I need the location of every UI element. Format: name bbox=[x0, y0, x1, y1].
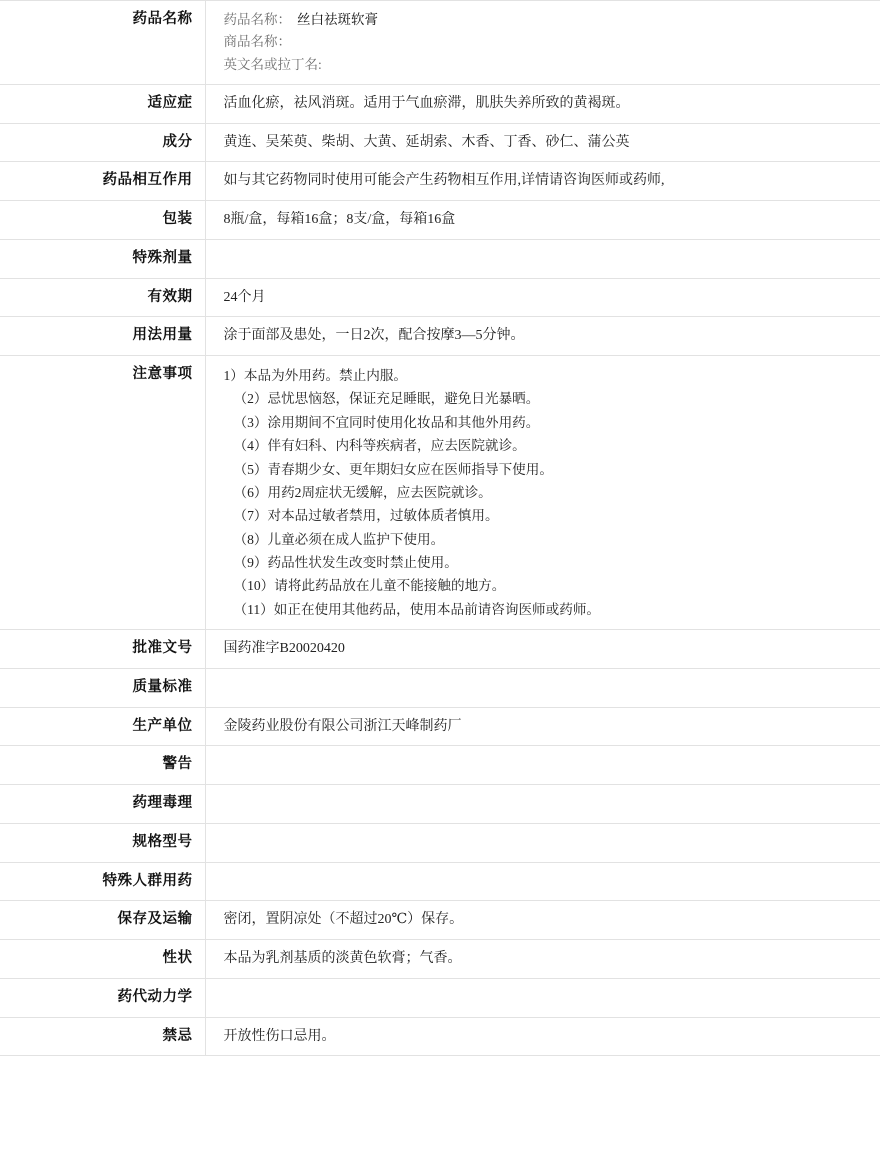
trade-name-line bbox=[224, 31, 871, 53]
table-row bbox=[0, 1017, 880, 1056]
table-row bbox=[0, 785, 880, 824]
row-label-specification-model: 规格型号 bbox=[132, 833, 193, 850]
list-item: （4）伴有妇科、内科等疾病者，应去医院就诊。 bbox=[233, 438, 526, 454]
row-value-manufacturer: 金陵药业股份有限公司浙江天峰制药厂 bbox=[205, 707, 880, 746]
list-item: （7）对本品过敏者禁用，过敏体质者慎用。 bbox=[233, 508, 499, 524]
row-value-storage-transport: 密闭，置阴凉处（不超过20℃）保存。 bbox=[205, 901, 880, 940]
table-row bbox=[0, 823, 880, 862]
row-label-ingredients: 成分 bbox=[162, 133, 193, 150]
drug-info-table-body bbox=[0, 1, 880, 1056]
row-label-dosage-usage: 用法用量 bbox=[132, 327, 193, 344]
list-item: （9）药品性状发生改变时禁止使用。 bbox=[233, 555, 458, 571]
list-item: （11）如正在使用其他药品，使用本品前请咨询医师或药师。 bbox=[233, 601, 601, 617]
row-value-warning bbox=[205, 746, 880, 785]
row-label-interactions: 药品相互作用 bbox=[102, 172, 193, 189]
row-value-interactions: 如与其它药物同时使用可能会产生药物相互作用,详情请咨询医师或药师, bbox=[205, 162, 880, 201]
table-row bbox=[0, 162, 880, 201]
table-row bbox=[0, 123, 880, 162]
latin-name-line bbox=[224, 54, 871, 76]
list-item: （6）用药2周症状无缓解，应去医院就诊。 bbox=[233, 484, 492, 500]
row-value-ingredients: 黄连、吴茱萸、柴胡、大黄、延胡索、木香、丁香、砂仁、蒲公英 bbox=[205, 123, 880, 162]
row-label-warning: 警告 bbox=[162, 756, 193, 773]
row-value-approval-number: 国药准字B20020420 bbox=[205, 630, 880, 669]
drug-name-value: 丝白祛斑软膏 bbox=[297, 12, 378, 27]
table-row bbox=[0, 707, 880, 746]
row-value-specification-model bbox=[205, 823, 880, 862]
row-value-drug-name bbox=[205, 1, 880, 85]
table-row bbox=[0, 630, 880, 669]
row-label-quality-standard: 质量标准 bbox=[132, 678, 193, 695]
trade-name-key: 商品名称： bbox=[223, 34, 291, 50]
list-item: （2）忌忧思恼怒，保证充足睡眠，避免日光暴晒。 bbox=[233, 391, 540, 407]
latin-name-key: 英文名或拉丁名: bbox=[223, 56, 322, 72]
precautions-list bbox=[224, 364, 871, 621]
drug-name-line bbox=[224, 9, 871, 31]
row-value-special-dosage bbox=[205, 239, 880, 278]
row-label-manufacturer: 生产单位 bbox=[132, 717, 193, 734]
row-label-packaging: 包装 bbox=[162, 211, 193, 228]
table-row bbox=[0, 940, 880, 979]
drug-name-lines bbox=[224, 9, 871, 76]
table-row bbox=[0, 668, 880, 707]
row-value-precautions bbox=[205, 356, 880, 630]
trade-name-value bbox=[291, 34, 297, 49]
row-label-storage-transport: 保存及运输 bbox=[117, 911, 193, 928]
table-row bbox=[0, 901, 880, 940]
row-value-quality-standard bbox=[205, 668, 880, 707]
table-row bbox=[0, 278, 880, 317]
row-label-special-populations: 特殊人群用药 bbox=[102, 872, 193, 889]
row-value-special-populations bbox=[205, 862, 880, 901]
table-row bbox=[0, 239, 880, 278]
table-row bbox=[0, 978, 880, 1017]
drug-name-key: 药品名称： bbox=[223, 12, 291, 27]
list-item: （10）请将此药品放在儿童不能接触的地方。 bbox=[233, 578, 506, 594]
table-row bbox=[0, 201, 880, 240]
row-label-shelf-life: 有效期 bbox=[147, 288, 193, 305]
table-row bbox=[0, 356, 880, 630]
row-label-approval-number: 批准文号 bbox=[132, 640, 193, 657]
row-value-appearance: 本品为乳剂基质的淡黄色软膏；气香。 bbox=[205, 940, 880, 979]
list-item: （5）青春期少女、更年期妇女应在医师指导下使用。 bbox=[233, 461, 553, 477]
row-value-packaging: 8瓶/盒，每箱16盒；8支/盒，每箱16盒 bbox=[205, 201, 880, 240]
row-label-precautions: 注意事项 bbox=[132, 366, 193, 383]
page-bottom-spacer bbox=[0, 1056, 880, 1166]
row-value-indications: 活血化瘀，祛风消斑。适用于气血瘀滞，肌肤失养所致的黄褐斑。 bbox=[205, 84, 880, 123]
table-row bbox=[0, 1, 880, 85]
row-value-pharmacokinetics bbox=[205, 978, 880, 1017]
table-row bbox=[0, 862, 880, 901]
row-label-contraindications: 禁忌 bbox=[162, 1027, 193, 1044]
table-row bbox=[0, 84, 880, 123]
list-item: （8）儿童必须在成人监护下使用。 bbox=[233, 531, 445, 547]
row-value-dosage-usage: 涂于面部及患处，一日2次，配合按摩3—5分钟。 bbox=[205, 317, 880, 356]
row-label-indications: 适应症 bbox=[147, 94, 193, 111]
row-value-contraindications: 开放性伤口忌用。 bbox=[205, 1017, 880, 1056]
table-row bbox=[0, 317, 880, 356]
row-value-pharmacology-toxicology bbox=[205, 785, 880, 824]
list-item: （3）涂用期间不宜同时使用化妆品和其他外用药。 bbox=[233, 414, 540, 430]
row-label-pharmacokinetics: 药代动力学 bbox=[117, 988, 193, 1005]
latin-name-value bbox=[322, 57, 328, 72]
row-value-shelf-life: 24个月 bbox=[205, 278, 880, 317]
row-label-special-dosage: 特殊剂量 bbox=[132, 249, 193, 266]
list-item: 1）本品为外用药。禁止内服。 bbox=[223, 368, 408, 384]
row-label-drug-name: 药品名称 bbox=[132, 11, 193, 27]
row-label-pharmacology-toxicology: 药理毒理 bbox=[132, 795, 193, 812]
row-label-appearance: 性状 bbox=[162, 950, 193, 967]
table-row bbox=[0, 746, 880, 785]
